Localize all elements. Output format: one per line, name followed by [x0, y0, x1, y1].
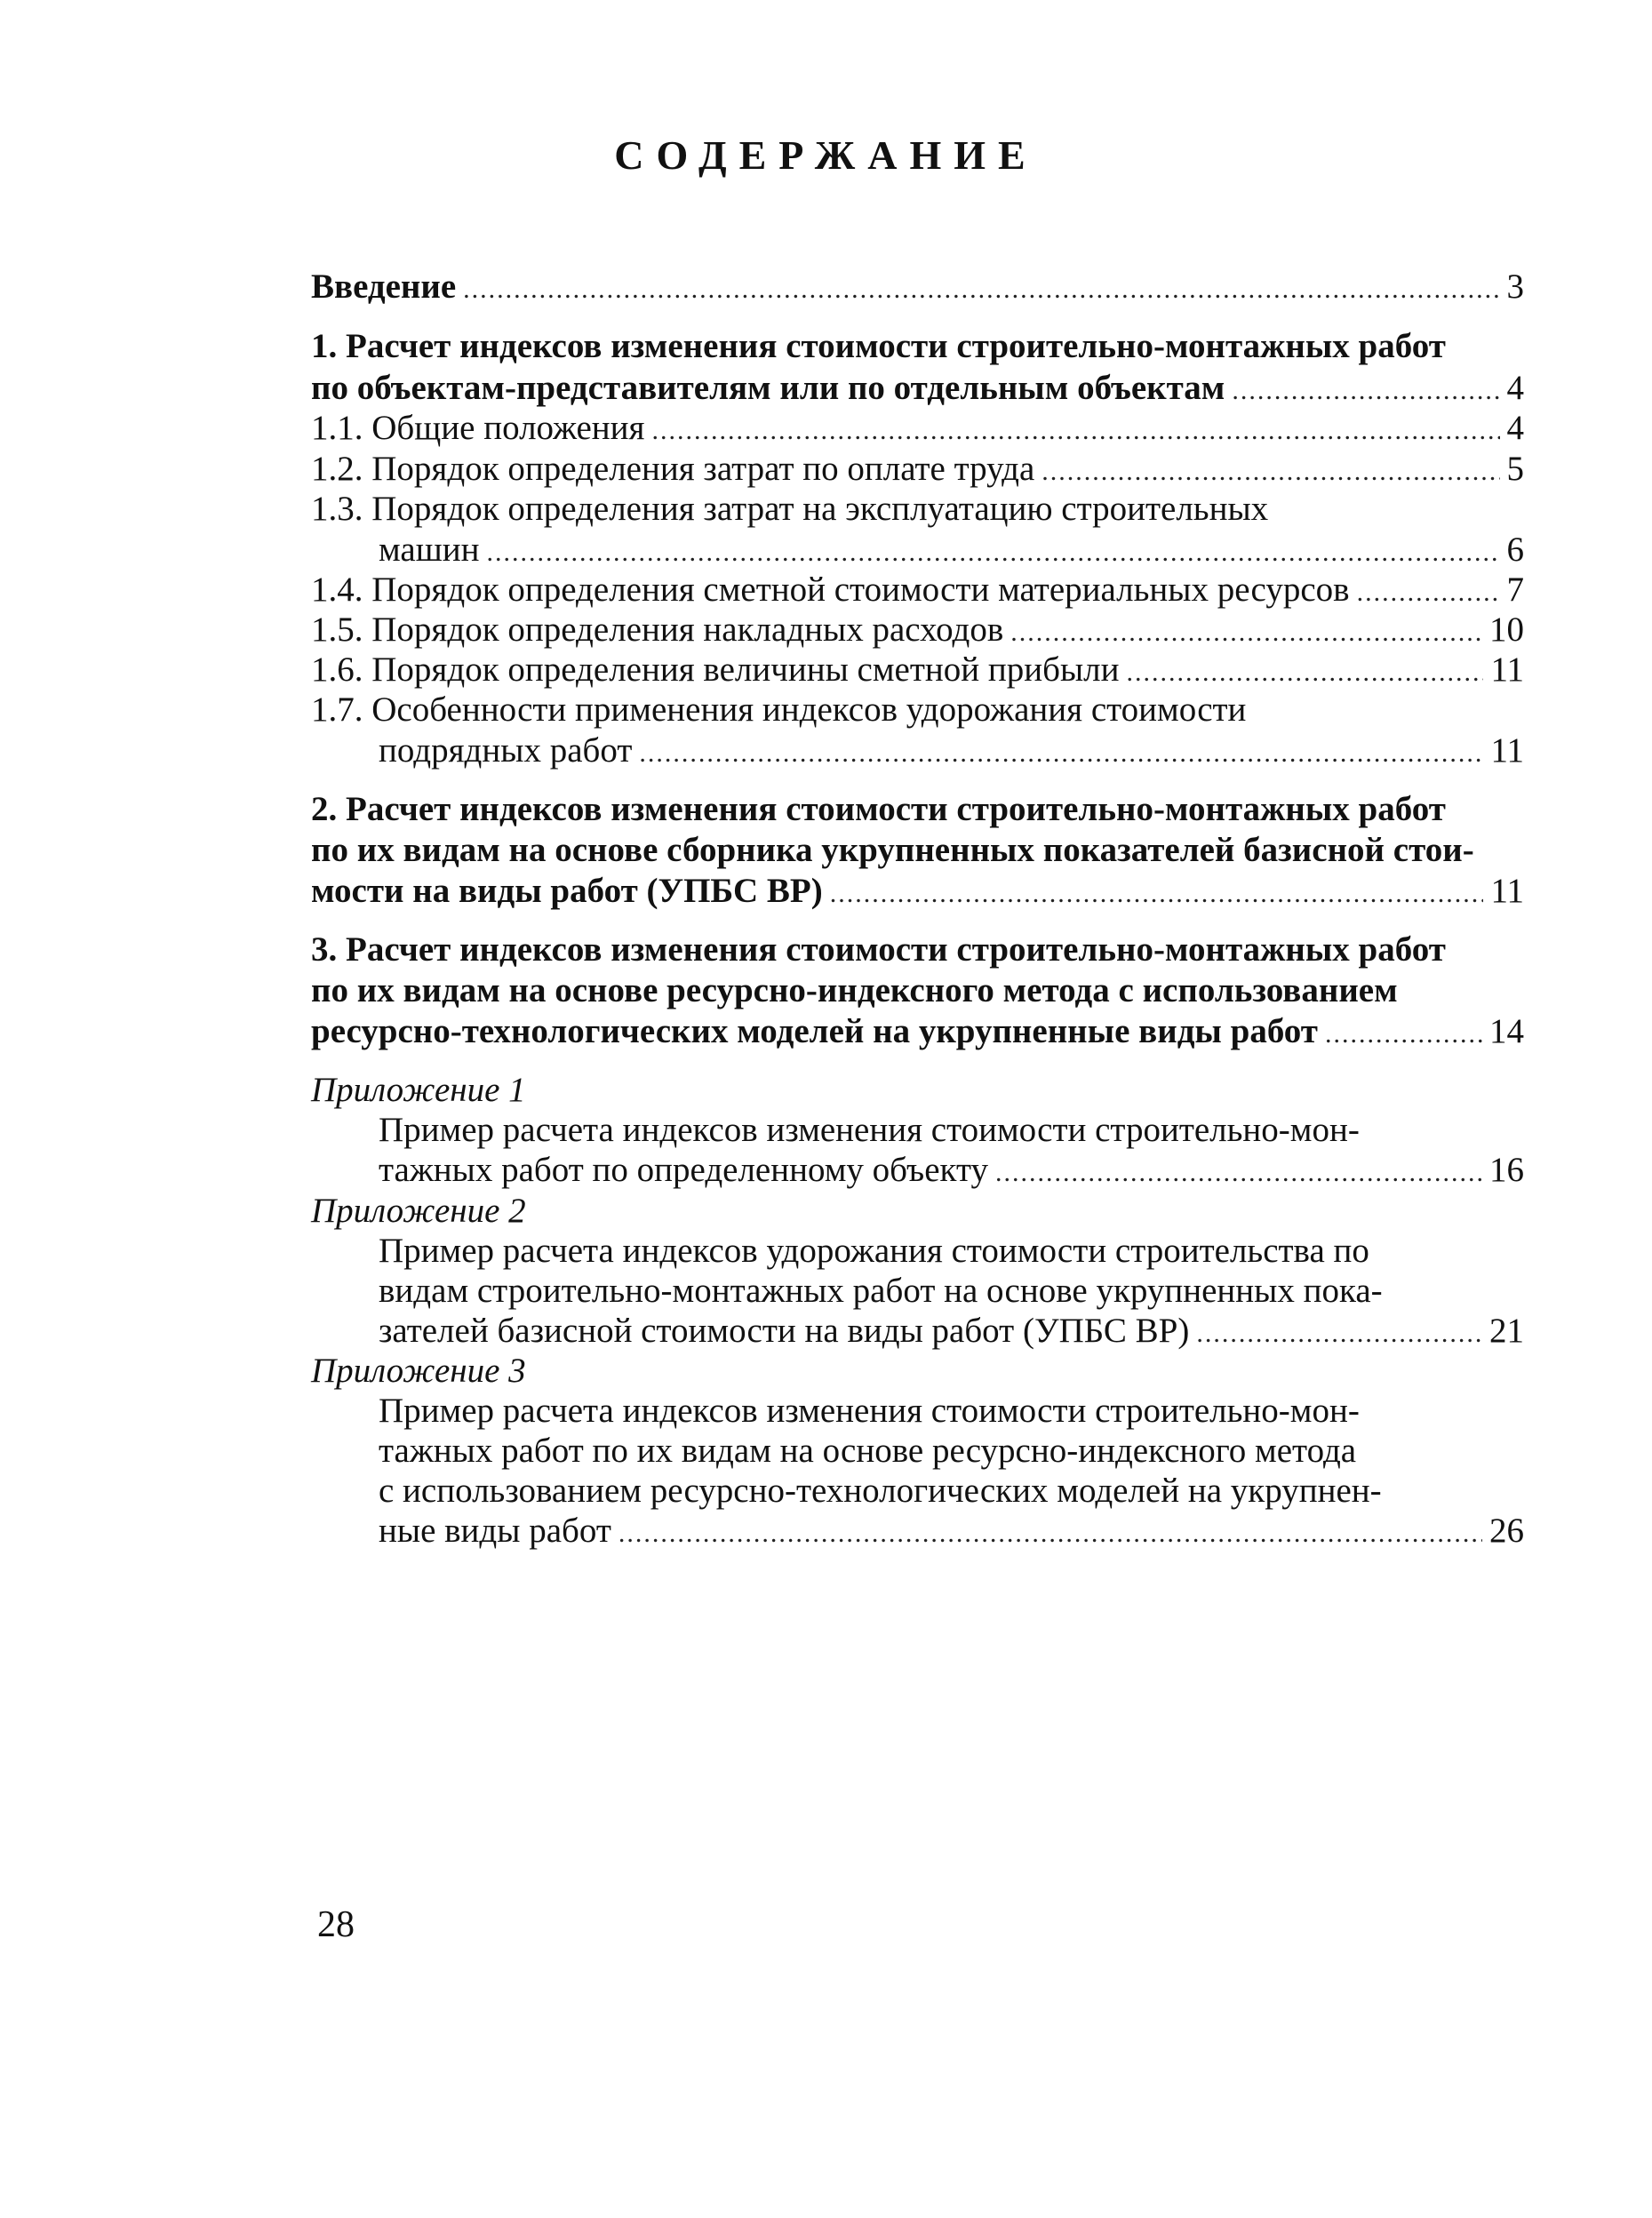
dot-leader	[1010, 612, 1482, 653]
toc-entry-text: машин	[379, 531, 480, 569]
toc-entry-1-7-line-1[interactable]: 1.7. Особенности применения индексов удорожания стоимости	[311, 690, 1247, 729]
toc-page-number: 14	[1489, 1012, 1524, 1050]
dot-leader	[1196, 1313, 1482, 1354]
toc-page-number: 16	[1489, 1151, 1524, 1189]
dot-leader	[1325, 1014, 1482, 1055]
toc-entry-text: по объектам-представителям или по отдельным объектам	[311, 369, 1225, 407]
toc-appendix-1-line-1[interactable]: Пример расчета индексов изменения стоимости строительно-мон-	[379, 1111, 1360, 1149]
dot-leader	[1041, 451, 1499, 492]
toc-section-2-line-1[interactable]: 2. Расчет индексов изменения стоимости строительно-монтажных работ	[311, 790, 1446, 828]
toc-page-number: 6	[1506, 531, 1524, 569]
dot-leader	[1127, 652, 1484, 693]
toc-appendix-3-line-3[interactable]: с использованием ресурсно-технологических моделей на укрупнен-	[379, 1472, 1382, 1510]
toc-entry-1-4[interactable]	[311, 570, 1524, 613]
dot-leader	[652, 411, 1500, 451]
toc-entry-1-3-line-1[interactable]: 1.3. Порядок определения затрат на эксплуатацию строительных	[311, 490, 1269, 528]
toc-page-number: 3	[1506, 267, 1524, 306]
toc-entry-1-1[interactable]	[311, 408, 1524, 451]
toc-page-number: 5	[1506, 450, 1524, 488]
toc-entry-1-7[interactable]	[379, 730, 1524, 774]
toc-section-3-line-1[interactable]: 3. Расчет индексов изменения стоимости строительно-монтажных работ	[311, 930, 1446, 969]
toc-entry-intro[interactable]	[311, 267, 1524, 310]
toc-entry-text: 1.2. Порядок определения затрат по оплате труда	[311, 450, 1035, 488]
toc-entry-text: тажных работ по определенному объекту	[379, 1151, 988, 1189]
toc-page-number: 11	[1490, 872, 1524, 910]
toc-page-number: 26	[1489, 1512, 1524, 1550]
toc-entry-text: ные виды работ	[379, 1512, 611, 1550]
toc-entry-text: 1.4. Порядок определения сметной стоимости материальных ресурсов	[311, 570, 1350, 609]
toc-appendix-2[interactable]	[379, 1311, 1524, 1354]
toc-entry-text: 1.5. Порядок определения накладных расходов	[311, 610, 1004, 649]
toc-appendix-2-label: Приложение 2	[311, 1192, 526, 1230]
toc-entry-1-5[interactable]	[311, 610, 1524, 653]
page-number: 28	[317, 1904, 355, 1945]
toc-page-number: 10	[1489, 610, 1524, 649]
dot-leader	[830, 874, 1484, 914]
toc-entry-text: мости на виды работ (УПБС ВР)	[311, 872, 823, 910]
toc-appendix-3-line-1[interactable]: Пример расчета индексов изменения стоимости строительно-мон-	[379, 1392, 1360, 1430]
dot-leader	[463, 269, 1499, 310]
toc-appendix-3-label: Приложение 3	[311, 1352, 526, 1390]
dot-leader	[639, 733, 1483, 774]
toc-section-3[interactable]	[311, 1011, 1524, 1055]
toc-appendix-2-line-1[interactable]: Пример расчета индексов удорожания стоимости строительства по	[379, 1232, 1369, 1270]
toc-entry-text: Введение	[311, 267, 457, 306]
toc-section-2-line-2[interactable]: по их видам на основе сборника укрупненных показателей базисной стои-	[311, 831, 1474, 869]
toc-entry-1-3[interactable]	[379, 530, 1524, 573]
page-title: СОДЕРЖАНИЕ	[614, 132, 1038, 178]
toc-page-number: 4	[1506, 409, 1524, 447]
toc-entry-1-6[interactable]	[311, 650, 1524, 693]
dot-leader	[995, 1153, 1482, 1193]
dot-leader	[1232, 371, 1499, 411]
dot-leader	[1357, 572, 1500, 613]
toc-appendix-2-line-2[interactable]: видам строительно-монтажных работ на основе укрупненных пока-	[379, 1272, 1383, 1310]
toc-appendix-1-label: Приложение 1	[311, 1071, 526, 1109]
toc-section-1-line-1[interactable]: 1. Расчет индексов изменения стоимости строительно-монтажных работ	[311, 327, 1446, 365]
toc-page-number: 7	[1506, 570, 1524, 609]
toc-section-2[interactable]	[311, 871, 1524, 914]
toc-entry-1-2[interactable]	[311, 449, 1524, 492]
dot-leader	[487, 532, 1500, 573]
toc-entry-text: ресурсно-технологических моделей на укрупненные виды работ	[311, 1012, 1318, 1050]
dot-leader	[619, 1513, 1482, 1554]
toc-page-number: 11	[1490, 650, 1524, 689]
toc-entry-text: 1.1. Общие положения	[311, 409, 645, 447]
toc-section-3-line-2[interactable]: по их видам на основе ресурсно-индексного метода с использованием	[311, 971, 1398, 1009]
toc-section-1[interactable]	[311, 368, 1524, 411]
toc-appendix-1[interactable]	[379, 1150, 1524, 1193]
toc-page-number: 21	[1489, 1312, 1524, 1350]
toc-appendix-3-line-2[interactable]: тажных работ по их видам на основе ресурсно-индексного метода	[379, 1432, 1357, 1470]
toc-appendix-3[interactable]	[379, 1511, 1524, 1554]
toc-entry-text: подрядных работ	[379, 731, 633, 770]
toc-page-number: 4	[1506, 369, 1524, 407]
toc-entry-text: зателей базисной стоимости на виды работ (УПБС ВР)	[379, 1312, 1190, 1350]
toc-page-number: 11	[1490, 731, 1524, 770]
toc-entry-text: 1.6. Порядок определения величины сметной прибыли	[311, 650, 1120, 689]
